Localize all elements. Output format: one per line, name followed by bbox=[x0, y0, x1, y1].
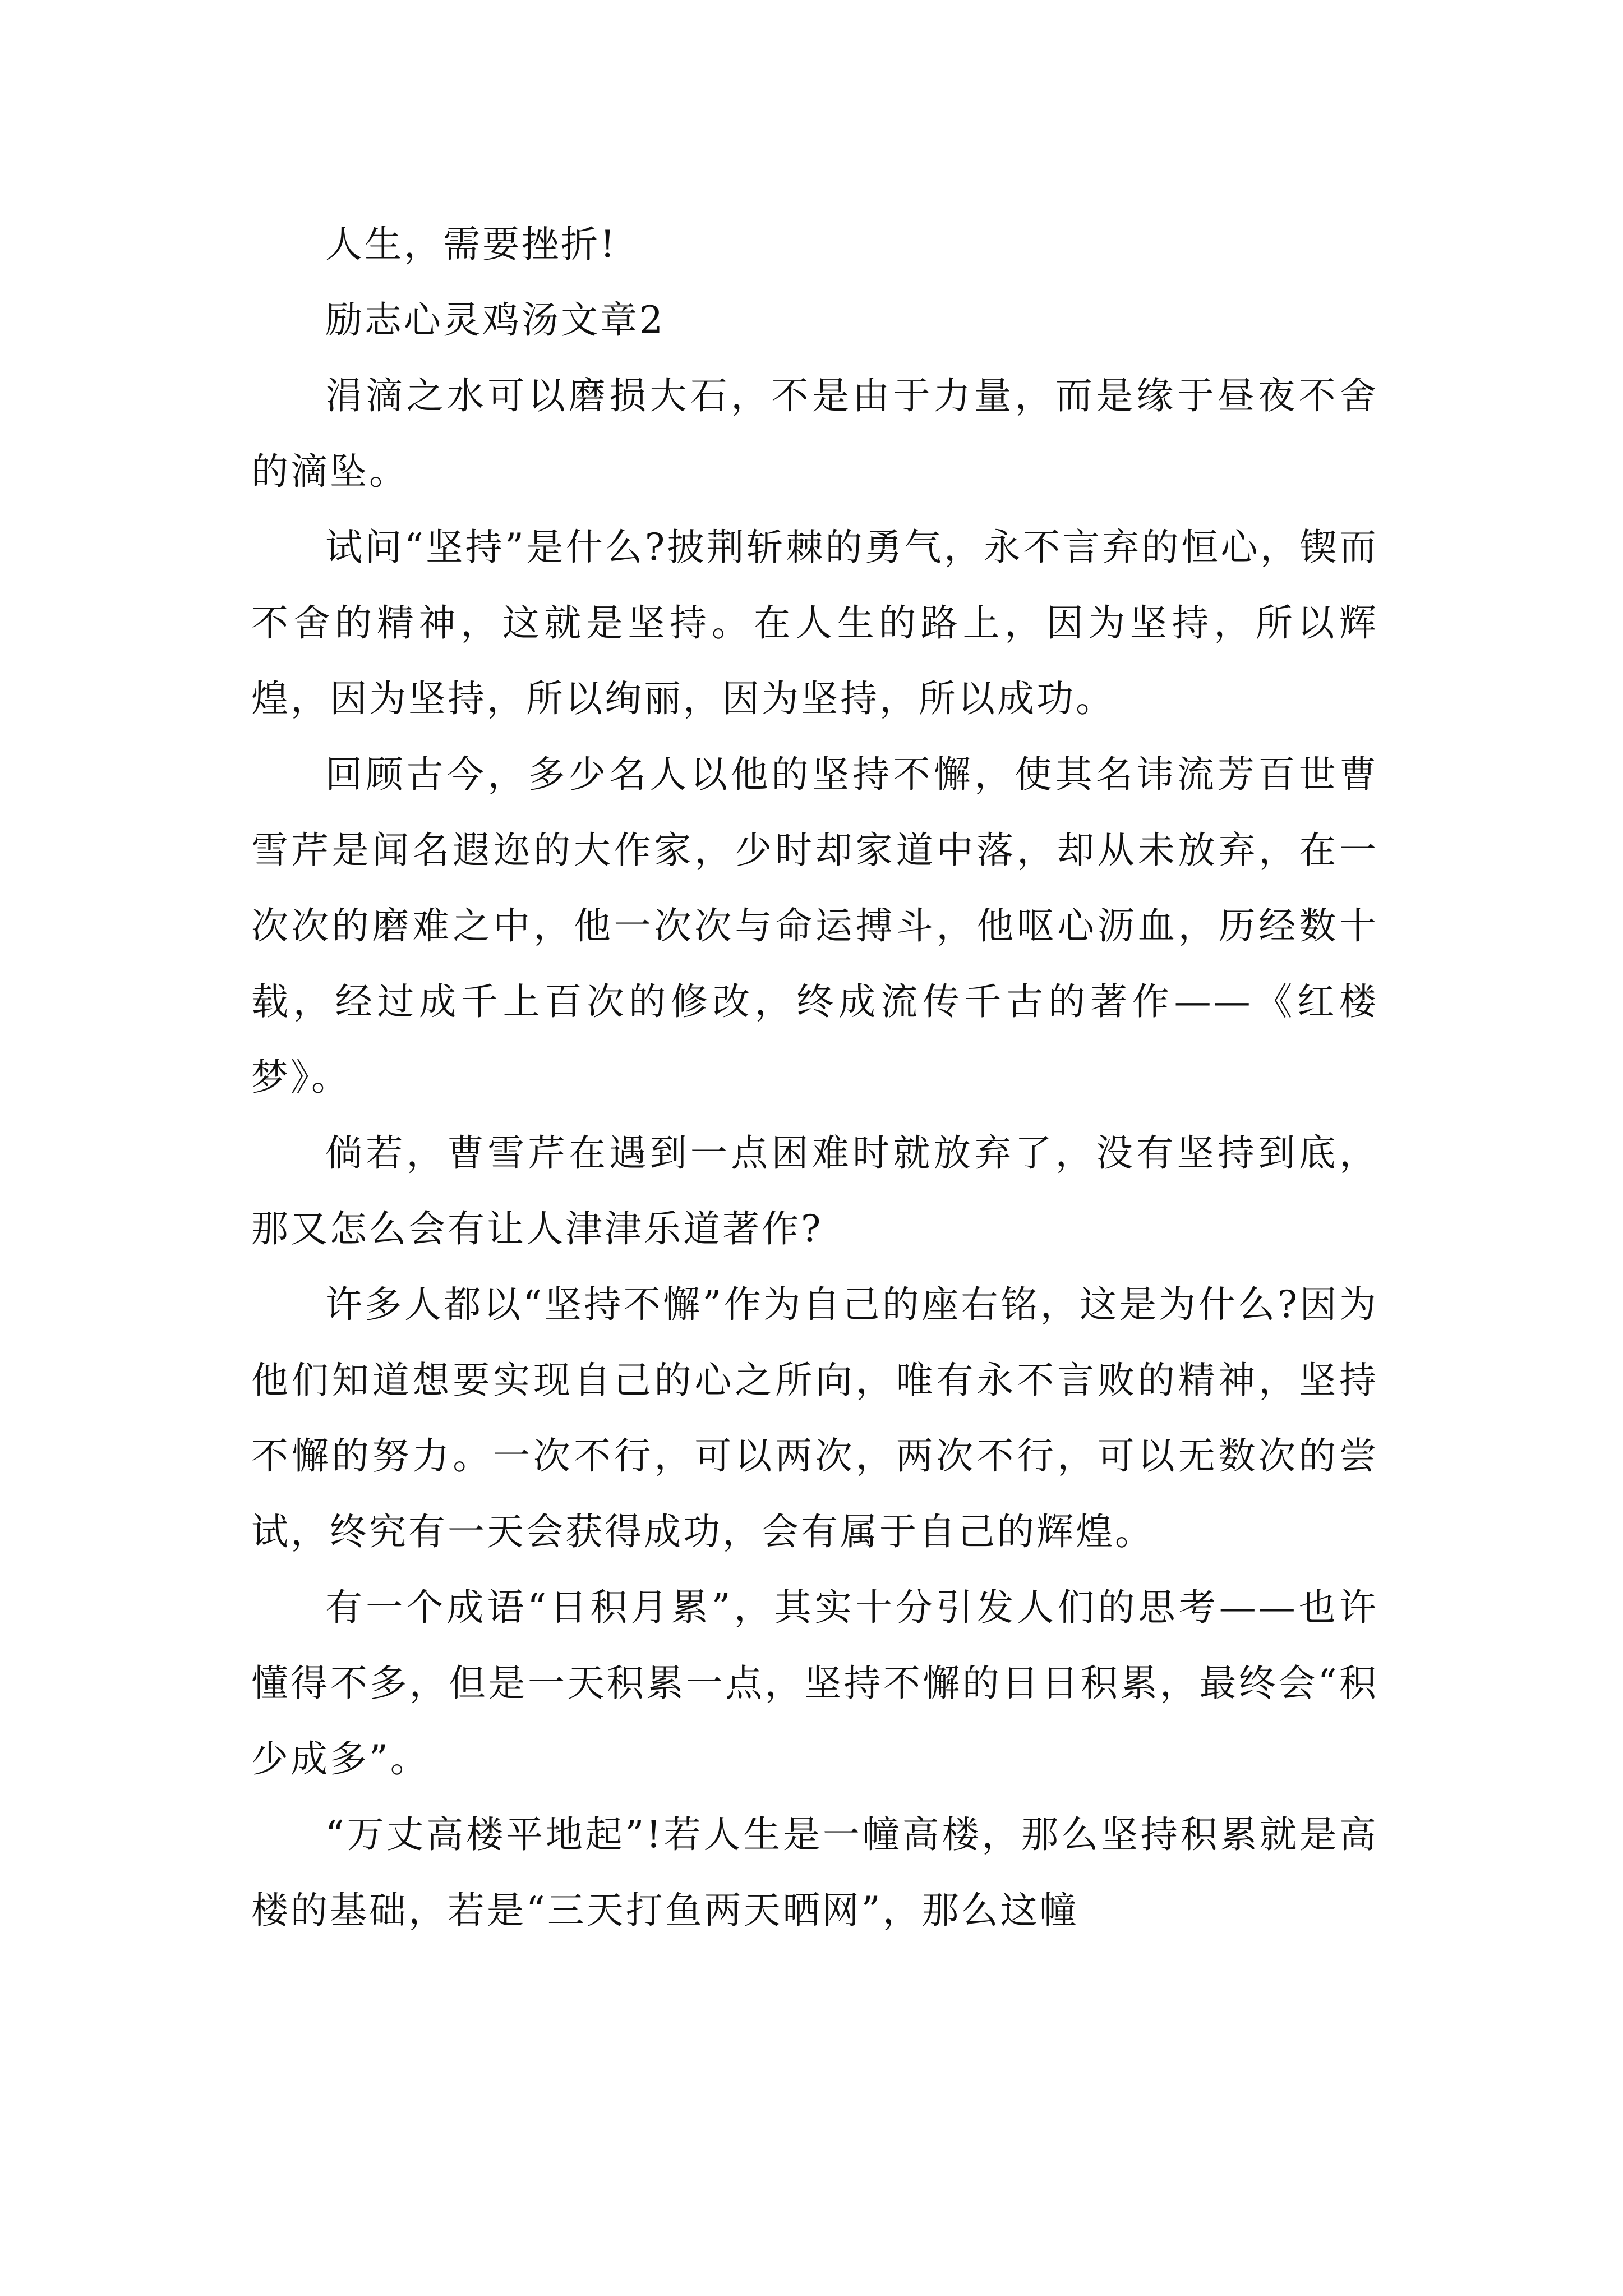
paragraph: “万丈高楼平地起”!若人生是一幢高楼，那么坚持积累就是高楼的基础，若是“三天打鱼两天晒网”，那么这幢 bbox=[251, 1813, 1378, 1932]
paragraph: 许多人都以“坚持不懈”作为自己的座右铭，这是为什么?因为他们知道想要实现自己的心之所向，唯有永不言败的精神，坚持不懈的努力。一次不行，可以两次，两次不行，可以无数次的尝试，终究有一天会获得成功，会有属于自己的辉煌。 bbox=[251, 1283, 1378, 1553]
paragraph: 有一个成语“日积月累”，其实十分引发人们的思考——也许懂得不多，但是一天积累一点，坚持不懈的日日积累，最终会“积少成多”。 bbox=[251, 1586, 1378, 1780]
paragraph: 试问“坚持”是什么?披荆斩棘的勇气，永不言弃的恒心，锲而不舍的精神，这就是坚持。在人生的路上，因为坚持，所以辉煌，因为坚持，所以绚丽，因为坚持，所以成功。 bbox=[251, 526, 1378, 720]
body-text bbox=[251, 206, 1378, 1948]
article-heading: 励志心灵鸡汤文章2 bbox=[325, 298, 665, 342]
paragraph-closing-line: 人生，需要挫折! bbox=[325, 223, 617, 266]
paragraph: 涓滴之水可以磨损大石，不是由于力量，而是缘于昼夜不舍的滴坠。 bbox=[251, 374, 1378, 493]
paragraph: 回顾古今，多少名人以他的坚持不懈，使其名讳流芳百世曹雪芹是闻名遐迩的大作家，少时却家道中落，却从未放弃，在一次次的磨难之中，他一次次与命运搏斗，他呕心沥血，历经数十载，经过成千上百次的修改，终成流传千古的著作——《红楼梦》。 bbox=[251, 753, 1378, 1099]
paragraph: 倘若，曹雪芹在遇到一点困难时就放弃了，没有坚持到底，那又怎么会有让人津津乐道著作? bbox=[251, 1131, 1378, 1250]
